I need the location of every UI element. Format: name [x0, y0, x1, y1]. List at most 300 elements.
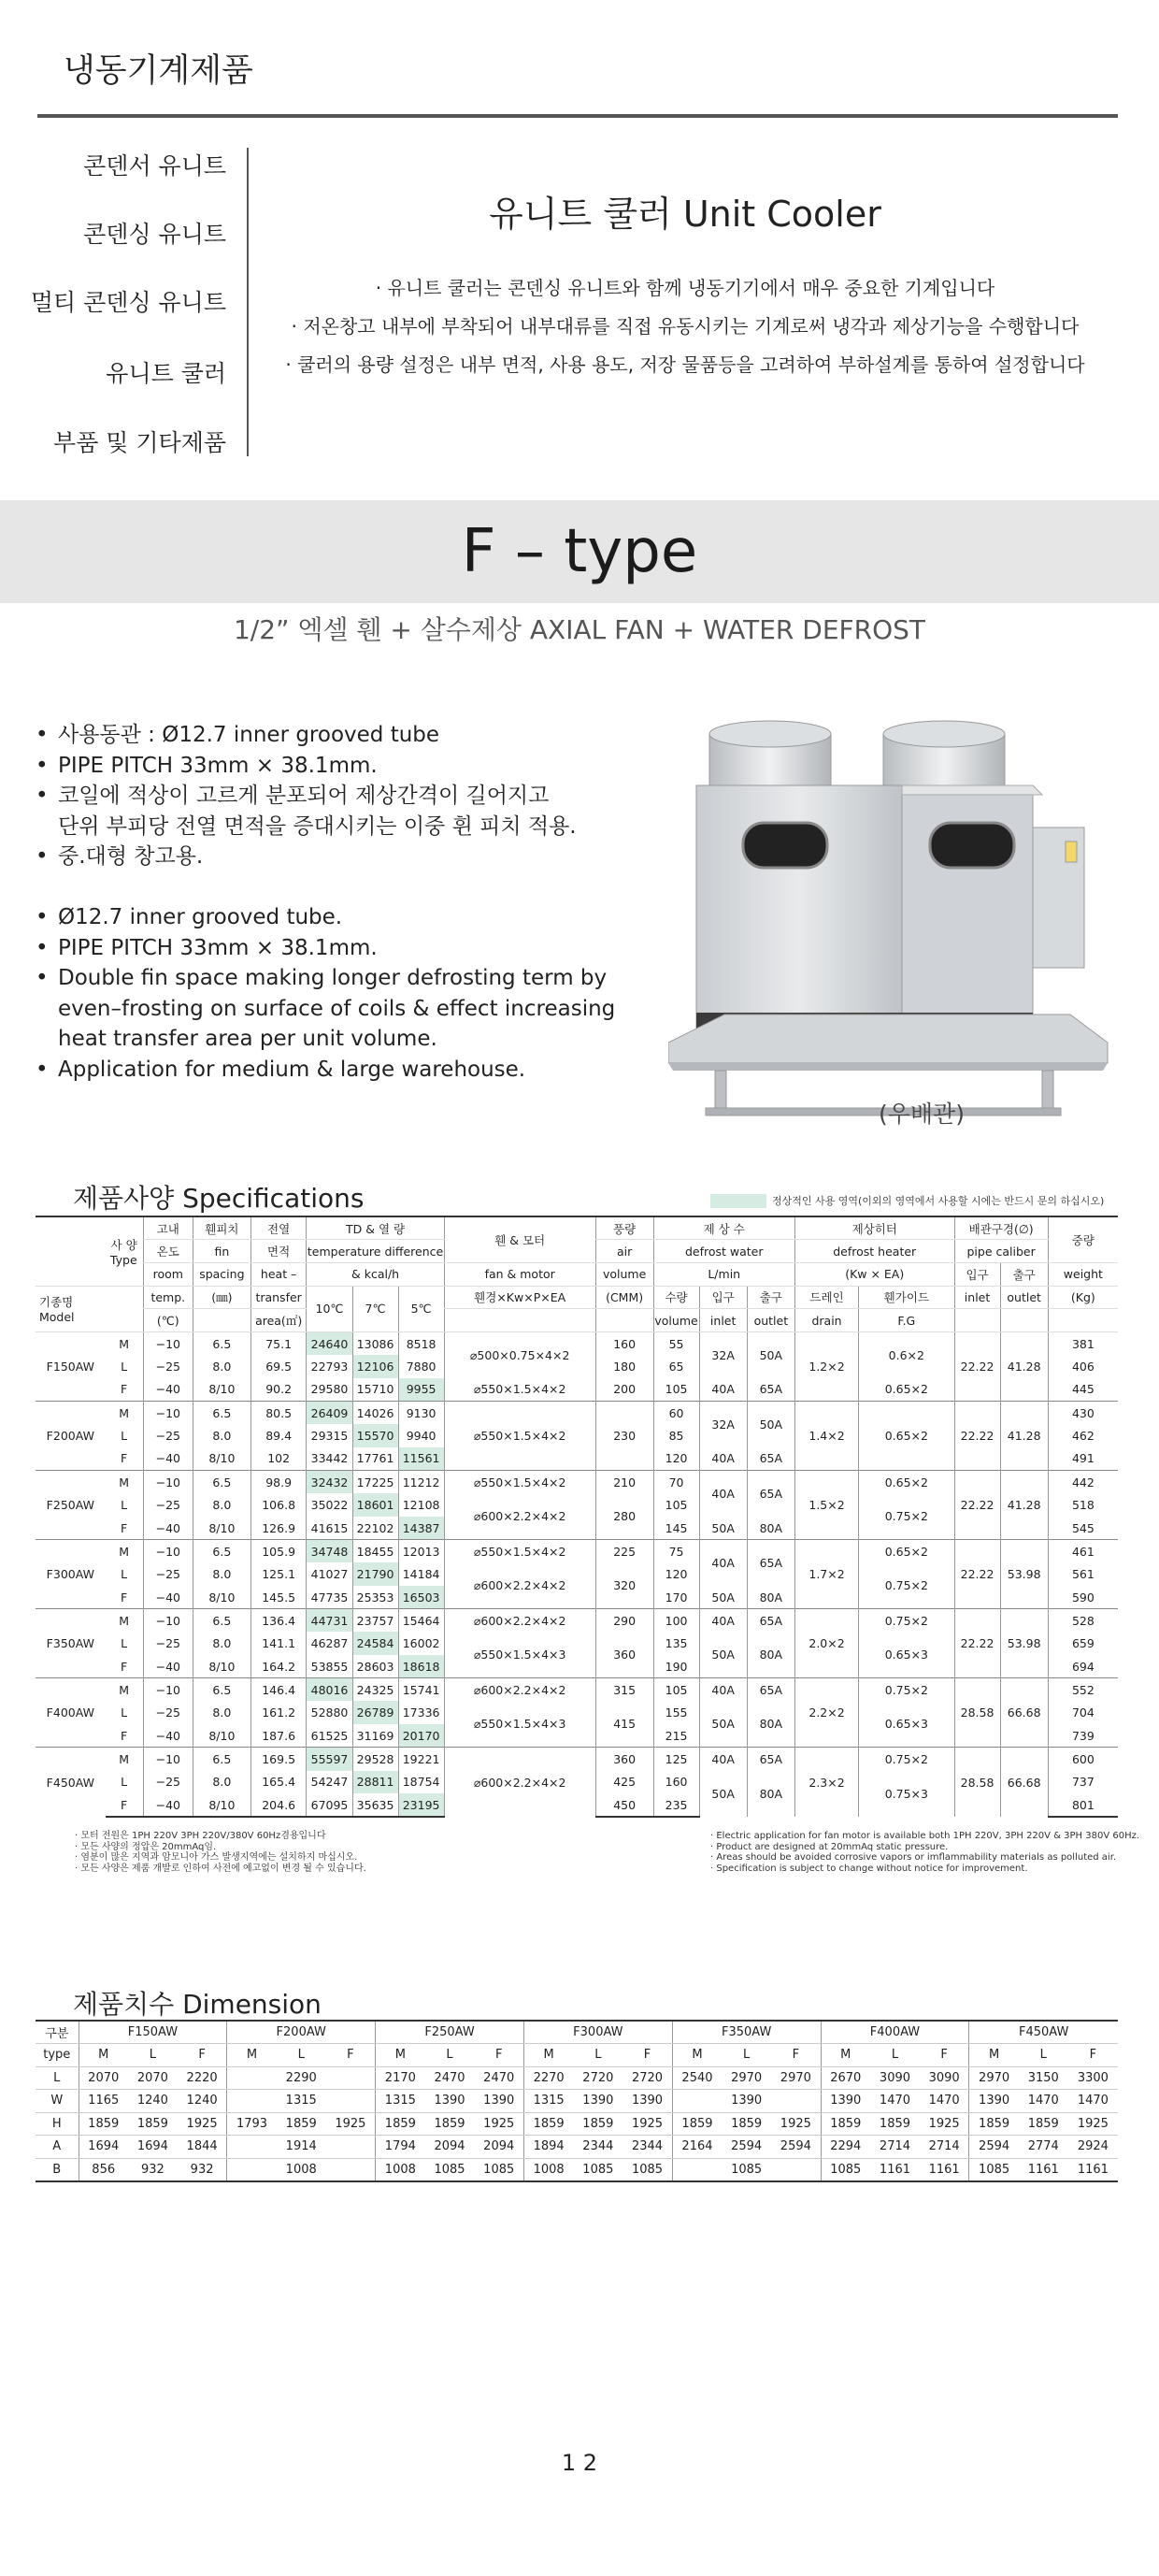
cell-capacity: 22793	[307, 1355, 352, 1378]
dimension-cell: 1085	[622, 2158, 672, 2181]
dimension-cell: 1894	[523, 2136, 573, 2159]
dimension-cell: 1390	[969, 2090, 1019, 2113]
cell-capacity: 67095	[307, 1793, 352, 1817]
feature-item: • 사용동관 : Ø12.7 inner grooved tube	[36, 720, 671, 751]
cell-heat-transfer-area: 187.6	[250, 1724, 307, 1748]
cell-pipe-inlet: 28.58	[954, 1748, 1000, 1817]
cell-fan-motor: ⌀550×1.5×4×2	[444, 1402, 595, 1471]
intro-description	[252, 269, 1118, 384]
cell-capacity: 25353	[352, 1586, 398, 1609]
cell-weight: 491	[1048, 1447, 1118, 1471]
cell-room-temp: −25	[143, 1701, 193, 1724]
dimension-cell: 2470	[475, 2066, 524, 2090]
spec-note: · 모터 전원은 1PH 220V 3PH 220V/380V 60Hz겸용입니다	[75, 1831, 326, 1841]
cell-water-outlet: 65A	[747, 1678, 794, 1702]
header-fan	[444, 1309, 595, 1332]
cell-water-outlet: 80A	[747, 1632, 794, 1677]
spec-corner-top: 사 양	[110, 1237, 137, 1252]
cell-room-temp: −25	[143, 1355, 193, 1378]
cell-fin-spacing: 6.5	[193, 1678, 250, 1702]
dimension-cell: 1315	[523, 2090, 573, 2113]
spec-corner-type: Type	[109, 1252, 137, 1267]
cell-fan-motor: ⌀550×1.5×4×2	[444, 1471, 595, 1494]
cell-pipe-outlet: 66.68	[1000, 1678, 1048, 1748]
dimension-cell: 1161	[1019, 2158, 1068, 2181]
dimension-cell: 1085	[425, 2158, 475, 2181]
header-air	[595, 1309, 653, 1332]
cell-heat-transfer-area: 136.4	[250, 1609, 307, 1633]
nav-item-parts-and-others[interactable]: 부품 및 기타제품	[53, 429, 226, 456]
header-water-outlet: 출구	[747, 1286, 794, 1309]
dimension-cell: 856	[79, 2158, 128, 2181]
spec-note: · 모든 사양의 정압은 20mmAq임.	[75, 1841, 217, 1852]
cell-air-volume: 210	[595, 1471, 653, 1494]
cell-type: M	[106, 1402, 144, 1425]
spec-table-row	[36, 1471, 1118, 1494]
cell-fin-spacing: 6.5	[193, 1471, 250, 1494]
cell-pipe-inlet: 22.22	[954, 1609, 1000, 1678]
dimension-row	[36, 2136, 1118, 2159]
header-heater: defrost heater	[794, 1240, 954, 1263]
cell-fan-motor: ⌀550×1.5×4×2	[444, 1540, 595, 1563]
header-pipe-inlet: 입구	[954, 1262, 1000, 1286]
cell-pipe-outlet: 41.28	[1000, 1402, 1048, 1471]
cell-fin-spacing: 8/10	[193, 1378, 250, 1402]
cell-water-volume: 155	[653, 1701, 699, 1724]
cell-capacity: 9130	[398, 1402, 444, 1425]
cell-water-inlet: 50A	[699, 1771, 747, 1817]
dimension-model-header: F400AW	[821, 2021, 969, 2044]
cell-room-temp: −40	[143, 1655, 193, 1678]
header-heater: 제상히터	[794, 1216, 954, 1240]
dimension-cell: 1925	[1068, 2112, 1118, 2136]
cell-capacity: 29580	[307, 1378, 352, 1402]
cell-pipe-outlet: 41.28	[1000, 1471, 1048, 1540]
dimension-cell: 1859	[128, 2112, 178, 2136]
dimension-cell: 2720	[622, 2066, 672, 2090]
cell-heater-fg: 0.65×2	[859, 1378, 954, 1402]
dimension-row-label: H	[36, 2112, 79, 2136]
cell-air-volume: 180	[595, 1355, 653, 1378]
cell-heater-drain: 2.0×2	[794, 1609, 858, 1678]
cell-water-volume: 100	[653, 1609, 699, 1633]
dimension-subtype-header: M	[79, 2044, 128, 2067]
cell-capacity: 41615	[307, 1517, 352, 1540]
cell-air-volume: 450	[595, 1793, 653, 1817]
cell-heater-drain: 1.5×2	[794, 1471, 858, 1540]
cell-type: L	[121, 1359, 128, 1374]
dimension-cell: 1470	[1068, 2090, 1118, 2113]
header-pipe-inlet	[954, 1309, 1000, 1332]
header-temp: 온도	[143, 1240, 193, 1263]
cell-water-inlet: 50A	[699, 1586, 747, 1609]
cell-capacity: 52880	[307, 1701, 352, 1724]
dimension-model-header: F150AW	[79, 2021, 227, 2044]
cell-capacity: 24584	[352, 1632, 398, 1655]
header-pipe-outlet: outlet	[1000, 1286, 1048, 1309]
cell-heat-transfer-area: 165.4	[250, 1771, 307, 1794]
feature-item: • PIPE PITCH 33mm × 38.1mm.	[36, 933, 671, 964]
feature-list	[36, 720, 671, 1085]
cell-type: M	[106, 1748, 144, 1771]
cell-capacity: 18455	[352, 1540, 398, 1563]
dimension-corner-top: 구분	[36, 2021, 79, 2044]
dimension-cell: 2094	[475, 2136, 524, 2159]
cell-water-outlet: 65A	[747, 1748, 794, 1771]
cell-fin-spacing: 8.0	[193, 1493, 250, 1517]
cell-heat-transfer-area: 161.2	[250, 1701, 307, 1724]
cell-model: F450AW	[36, 1748, 106, 1817]
cell-heat-transfer-area: 102	[250, 1447, 307, 1471]
cell-pipe-outlet: 53.98	[1000, 1609, 1048, 1678]
cell-air-volume: 415	[595, 1701, 653, 1747]
intro-line: · 저온창고 내부에 부착되어 내부대류를 직접 유동시키는 기계로써 냉각과 제상기능을 수행합니다	[291, 315, 1080, 338]
cell-room-temp: −40	[143, 1447, 193, 1471]
cell-capacity: 11212	[398, 1471, 444, 1494]
spec-note: · 모든 사양은 제품 개발로 인하여 사전에 예고없이 변경 될 수 있습니다.	[75, 1863, 366, 1874]
legend-swatch	[710, 1194, 766, 1208]
cell-water-inlet: 40A	[699, 1748, 747, 1771]
spec-notes-korean	[75, 1831, 366, 1874]
cell-capacity: 29528	[352, 1748, 398, 1771]
cell-heat-transfer-area: 80.5	[250, 1402, 307, 1425]
header-fin: spacing	[193, 1262, 250, 1286]
header-area: 면적	[250, 1240, 307, 1263]
cell-fin-spacing: 8/10	[193, 1586, 250, 1609]
cell-heater-drain: 2.2×2	[794, 1678, 858, 1748]
cell-weight: 694	[1048, 1655, 1118, 1678]
cell-weight: 406	[1048, 1355, 1118, 1378]
side-navigation	[28, 148, 249, 456]
cell-water-inlet: 40A	[699, 1471, 747, 1517]
cell-type: F	[121, 1382, 128, 1397]
dimension-model-header: F350AW	[672, 2021, 821, 2044]
cell-model: F150AW	[36, 1331, 106, 1401]
header-water-volume: 수량	[653, 1286, 699, 1309]
cell-water-volume: 135	[653, 1632, 699, 1655]
dimension-subtype-header: F	[771, 2044, 821, 2067]
cell-capacity: 22102	[352, 1517, 398, 1540]
cell-heat-transfer-area: 141.1	[250, 1632, 307, 1655]
dimension-cell: 1315	[227, 2090, 376, 2113]
cell-capacity: 9940	[398, 1424, 444, 1447]
page-header-title: 냉동기계제품	[64, 52, 253, 90]
page-heading: 유니트 쿨러 Unit Cooler	[489, 194, 881, 235]
cell-room-temp: −40	[143, 1724, 193, 1748]
cell-capacity: 17761	[352, 1447, 398, 1471]
header-area: 전열	[250, 1216, 307, 1240]
dimension-subtype-header: F	[920, 2044, 969, 2067]
dimension-subtype-header: L	[425, 2044, 475, 2067]
header-weight: (Kg)	[1048, 1286, 1118, 1309]
cell-air-volume: 200	[595, 1378, 653, 1402]
cell-capacity: 19221	[398, 1748, 444, 1771]
header-temp: (℃)	[143, 1309, 193, 1332]
dimension-cell: 1859	[969, 2112, 1019, 2136]
cell-water-inlet: 40A	[699, 1609, 747, 1633]
specifications-title: 제품사양 Specifications	[73, 1183, 365, 1214]
header-pipe-inlet: inlet	[954, 1286, 1000, 1309]
cell-capacity: 9955	[398, 1378, 444, 1402]
dimension-cell: 2170	[376, 2066, 425, 2090]
cell-capacity: 21790	[352, 1562, 398, 1586]
cell-room-temp: −10	[143, 1540, 193, 1563]
dimension-subtype-header: M	[969, 2044, 1019, 2067]
cell-fin-spacing: 8.0	[193, 1562, 250, 1586]
dimension-subtype-header: M	[227, 2044, 277, 2067]
cell-fin-spacing: 8.0	[193, 1632, 250, 1655]
dimension-cell: 1694	[128, 2136, 178, 2159]
cell-water-outlet: 65A	[747, 1609, 794, 1633]
cell-heat-transfer-area: 89.4	[250, 1424, 307, 1447]
cell-water-volume: 55	[653, 1331, 699, 1355]
cell-fan-motor: ⌀550×1.5×4×2	[444, 1378, 595, 1402]
cell-capacity: 23195	[398, 1793, 444, 1817]
feature-item: • 중.대형 창고용.	[36, 842, 671, 872]
cell-fin-spacing: 8/10	[193, 1724, 250, 1748]
cell-room-temp: −25	[143, 1562, 193, 1586]
cell-room-temp: −25	[143, 1771, 193, 1794]
header-td-5: 5℃	[398, 1286, 444, 1331]
cell-water-inlet: 40A	[699, 1447, 747, 1471]
dimension-cell: 932	[178, 2158, 227, 2181]
cell-fan-motor: ⌀600×2.2×4×2	[444, 1493, 595, 1539]
cell-water-volume: 65	[653, 1355, 699, 1378]
cell-heater-drain: 1.7×2	[794, 1540, 858, 1609]
dimension-subtype-header: L	[573, 2044, 622, 2067]
cell-heat-transfer-area: 75.1	[250, 1331, 307, 1355]
cell-weight: 528	[1048, 1609, 1118, 1633]
nav-item-multi-condensing-unit[interactable]: 멀티 콘덴싱 유니트	[30, 289, 226, 316]
cell-pipe-outlet: 53.98	[1000, 1540, 1048, 1609]
cell-heat-transfer-area: 146.4	[250, 1678, 307, 1702]
feature-item: • 코일에 적상이 고르게 분포되어 제상간격이 길어지고	[36, 781, 671, 812]
cell-air-volume: 280	[595, 1493, 653, 1539]
cell-capacity: 28603	[352, 1655, 398, 1678]
cell-water-inlet: 40A	[699, 1678, 747, 1702]
cell-heat-transfer-area: 90.2	[250, 1378, 307, 1402]
cell-fin-spacing: 6.5	[193, 1331, 250, 1355]
cell-capacity: 33442	[307, 1447, 352, 1471]
header-fin: fin	[193, 1240, 250, 1263]
cell-capacity: 7880	[398, 1355, 444, 1378]
dimension-subheader-row	[36, 2044, 1118, 2067]
nav-item-condenser-unit[interactable]: 콘덴서 유니트	[83, 152, 226, 180]
dimension-cell: 2924	[1068, 2136, 1118, 2159]
cell-room-temp: −10	[143, 1678, 193, 1702]
cell-capacity: 54247	[307, 1771, 352, 1794]
cell-room-temp: −40	[143, 1586, 193, 1609]
cell-capacity: 46287	[307, 1632, 352, 1655]
intro-line: · 쿨러의 용량 설정은 내부 면적, 사용 용도, 저장 물품등을 고려하여 부하설계를 통하여 설정합니다	[285, 353, 1085, 376]
type-banner	[0, 500, 1159, 603]
dimension-cell: 2670	[821, 2066, 870, 2090]
dimension-cell: 2070	[79, 2066, 128, 2090]
dimension-cell: 1161	[920, 2158, 969, 2181]
header-weight: weight	[1048, 1262, 1118, 1286]
cell-type: M	[106, 1609, 144, 1633]
header-water: L/min	[653, 1262, 794, 1286]
dimension-cell: 1161	[870, 2158, 920, 2181]
dimension-cell: 2720	[573, 2066, 622, 2090]
cell-weight: 442	[1048, 1471, 1118, 1494]
dimension-cell: 1859	[573, 2112, 622, 2136]
cell-weight: 462	[1048, 1424, 1118, 1447]
dimension-cell: 1008	[523, 2158, 573, 2181]
dimension-cell: 2070	[128, 2066, 178, 2090]
cell-fan-motor: ⌀500×0.75×4×2	[444, 1331, 595, 1377]
cell-water-volume: 105	[653, 1493, 699, 1517]
spec-note: · Specification is subject to change without notice for improvement.	[710, 1863, 1028, 1874]
cell-air-volume: 225	[595, 1540, 653, 1563]
cell-water-volume: 75	[653, 1540, 699, 1563]
spec-table-row	[36, 1331, 1118, 1355]
header-air: air	[595, 1240, 653, 1263]
spec-notes-english	[710, 1831, 1139, 1874]
dimension-subtype-header: F	[1068, 2044, 1118, 2067]
cell-capacity: 31169	[352, 1724, 398, 1748]
dimension-cell: 1390	[425, 2090, 475, 2113]
cell-water-volume: 85	[653, 1424, 699, 1447]
cell-capacity: 18754	[398, 1771, 444, 1794]
dimension-cell: 1470	[870, 2090, 920, 2113]
cell-capacity: 11561	[398, 1447, 444, 1471]
cell-fan-motor: ⌀550×1.5×4×3	[444, 1632, 595, 1677]
spec-table-row	[36, 1609, 1118, 1633]
cell-model: F300AW	[36, 1540, 106, 1609]
header-temp: room	[143, 1262, 193, 1286]
dimension-subtype-header: M	[376, 2044, 425, 2067]
cell-capacity: 44731	[307, 1609, 352, 1633]
header-divider	[37, 114, 1118, 118]
cell-capacity: 15741	[398, 1678, 444, 1702]
header-area: transfer	[250, 1286, 307, 1309]
cell-heater-fg: 0.75×2	[859, 1562, 954, 1608]
dimension-row	[36, 2066, 1118, 2090]
dimension-row-label: L	[36, 2066, 79, 2090]
dimension-cell: 1390	[672, 2090, 821, 2113]
cell-capacity: 47735	[307, 1586, 352, 1609]
cell-fan-motor: ⌀600×2.2×4×2	[444, 1748, 595, 1817]
cell-heater-drain: 1.2×2	[794, 1331, 858, 1401]
cell-capacity: 35635	[352, 1793, 398, 1817]
cell-capacity: 18601	[352, 1493, 398, 1517]
header-water-outlet: outlet	[747, 1309, 794, 1332]
cell-water-outlet: 50A	[747, 1331, 794, 1377]
dimension-corner-bottom: type	[36, 2044, 79, 2067]
cell-fin-spacing: 6.5	[193, 1540, 250, 1563]
dimension-cell: 2970	[969, 2066, 1019, 2090]
cell-weight: 552	[1048, 1678, 1118, 1702]
dimension-title: 제품치수 Dimension	[73, 1989, 322, 2020]
header-td-10: 10℃	[307, 1286, 352, 1331]
feature-item-continued: heat transfer area per unit volume.	[58, 1027, 437, 1051]
dimension-cell: 2344	[573, 2136, 622, 2159]
nav-item-condensing-unit[interactable]: 콘덴싱 유니트	[83, 221, 226, 248]
cell-water-volume: 105	[653, 1678, 699, 1702]
cell-water-outlet: 50A	[747, 1402, 794, 1447]
cell-room-temp: −25	[143, 1632, 193, 1655]
cell-air-volume: 360	[595, 1632, 653, 1677]
cell-pipe-outlet: 41.28	[1000, 1331, 1048, 1401]
header-heater-drain: 드레인	[794, 1286, 858, 1309]
dimension-row-label: A	[36, 2136, 79, 2159]
page-number: 1 2	[561, 2450, 598, 2476]
cell-water-inlet: 40A	[699, 1378, 747, 1402]
dimension-subtype-header: M	[672, 2044, 722, 2067]
cell-heater-fg: 0.65×2	[859, 1402, 954, 1471]
dimension-cell: 2714	[870, 2136, 920, 2159]
header-fan: fan & motor	[444, 1262, 595, 1286]
dimension-cell: 1925	[771, 2112, 821, 2136]
dimension-cell: 1165	[79, 2090, 128, 2113]
dimension-cell: 1085	[573, 2158, 622, 2181]
dimension-model-header: F300AW	[523, 2021, 672, 2044]
cell-weight: 518	[1048, 1493, 1118, 1517]
dimension-model-header: F450AW	[969, 2021, 1118, 2044]
header-heater-drain: drain	[794, 1309, 858, 1332]
cell-water-volume: 60	[653, 1402, 699, 1425]
cell-water-outlet: 65A	[747, 1447, 794, 1471]
header-fin: (㎜)	[193, 1286, 250, 1309]
cell-heat-transfer-area: 105.9	[250, 1540, 307, 1563]
header-area: heat –	[250, 1262, 307, 1286]
spec-corner-model-cell	[36, 1286, 143, 1331]
cell-air-volume: 320	[595, 1562, 653, 1608]
dimension-table-head	[36, 2021, 1118, 2066]
cell-capacity: 15710	[352, 1378, 398, 1402]
cell-heater-drain: 1.4×2	[794, 1402, 858, 1471]
cell-model: F350AW	[36, 1609, 106, 1678]
cell-weight: 737	[1048, 1771, 1118, 1794]
dimension-cell: 1859	[425, 2112, 475, 2136]
header-temp: 고내	[143, 1216, 193, 1240]
dimension-subtype-header: M	[523, 2044, 573, 2067]
feature-spacer	[36, 872, 671, 903]
feature-item: • PIPE PITCH 33mm × 38.1mm.	[36, 751, 671, 782]
cell-pipe-inlet: 22.22	[954, 1540, 1000, 1609]
dimension-cell: 1085	[969, 2158, 1019, 2181]
spec-table-row	[36, 1540, 1118, 1563]
cell-water-volume: 170	[653, 1586, 699, 1609]
cell-fin-spacing: 8.0	[193, 1355, 250, 1378]
dimension-model-header: F200AW	[227, 2021, 376, 2044]
cell-type: F	[121, 1451, 128, 1466]
header-pipe: 배관구경(∅)	[954, 1216, 1048, 1240]
spec-table-row	[36, 1678, 1118, 1702]
dimension-subtype-header: L	[1019, 2044, 1068, 2067]
cell-type: L	[121, 1567, 128, 1582]
cell-water-inlet: 50A	[699, 1517, 747, 1540]
type-title: F – type	[461, 517, 698, 586]
cell-capacity: 16503	[398, 1586, 444, 1609]
dimension-cell: 3300	[1068, 2066, 1118, 2090]
header-water-inlet: inlet	[699, 1309, 747, 1332]
cell-water-inlet: 32A	[699, 1402, 747, 1447]
cell-water-volume: 120	[653, 1447, 699, 1471]
dimension-cell: 1925	[178, 2112, 227, 2136]
cell-heater-fg: 0.6×2	[859, 1331, 954, 1377]
dimension-cell: 1390	[475, 2090, 524, 2113]
cell-model: F200AW	[36, 1402, 106, 1471]
nav-item-unit-cooler[interactable]: 유니트 쿨러	[106, 360, 226, 387]
cell-type: L	[121, 1775, 128, 1790]
cell-weight: 659	[1048, 1632, 1118, 1655]
dimension-cell: 1470	[920, 2090, 969, 2113]
cell-water-outlet: 80A	[747, 1586, 794, 1609]
cell-capacity: 29315	[307, 1424, 352, 1447]
specifications-table	[36, 1216, 1118, 1818]
